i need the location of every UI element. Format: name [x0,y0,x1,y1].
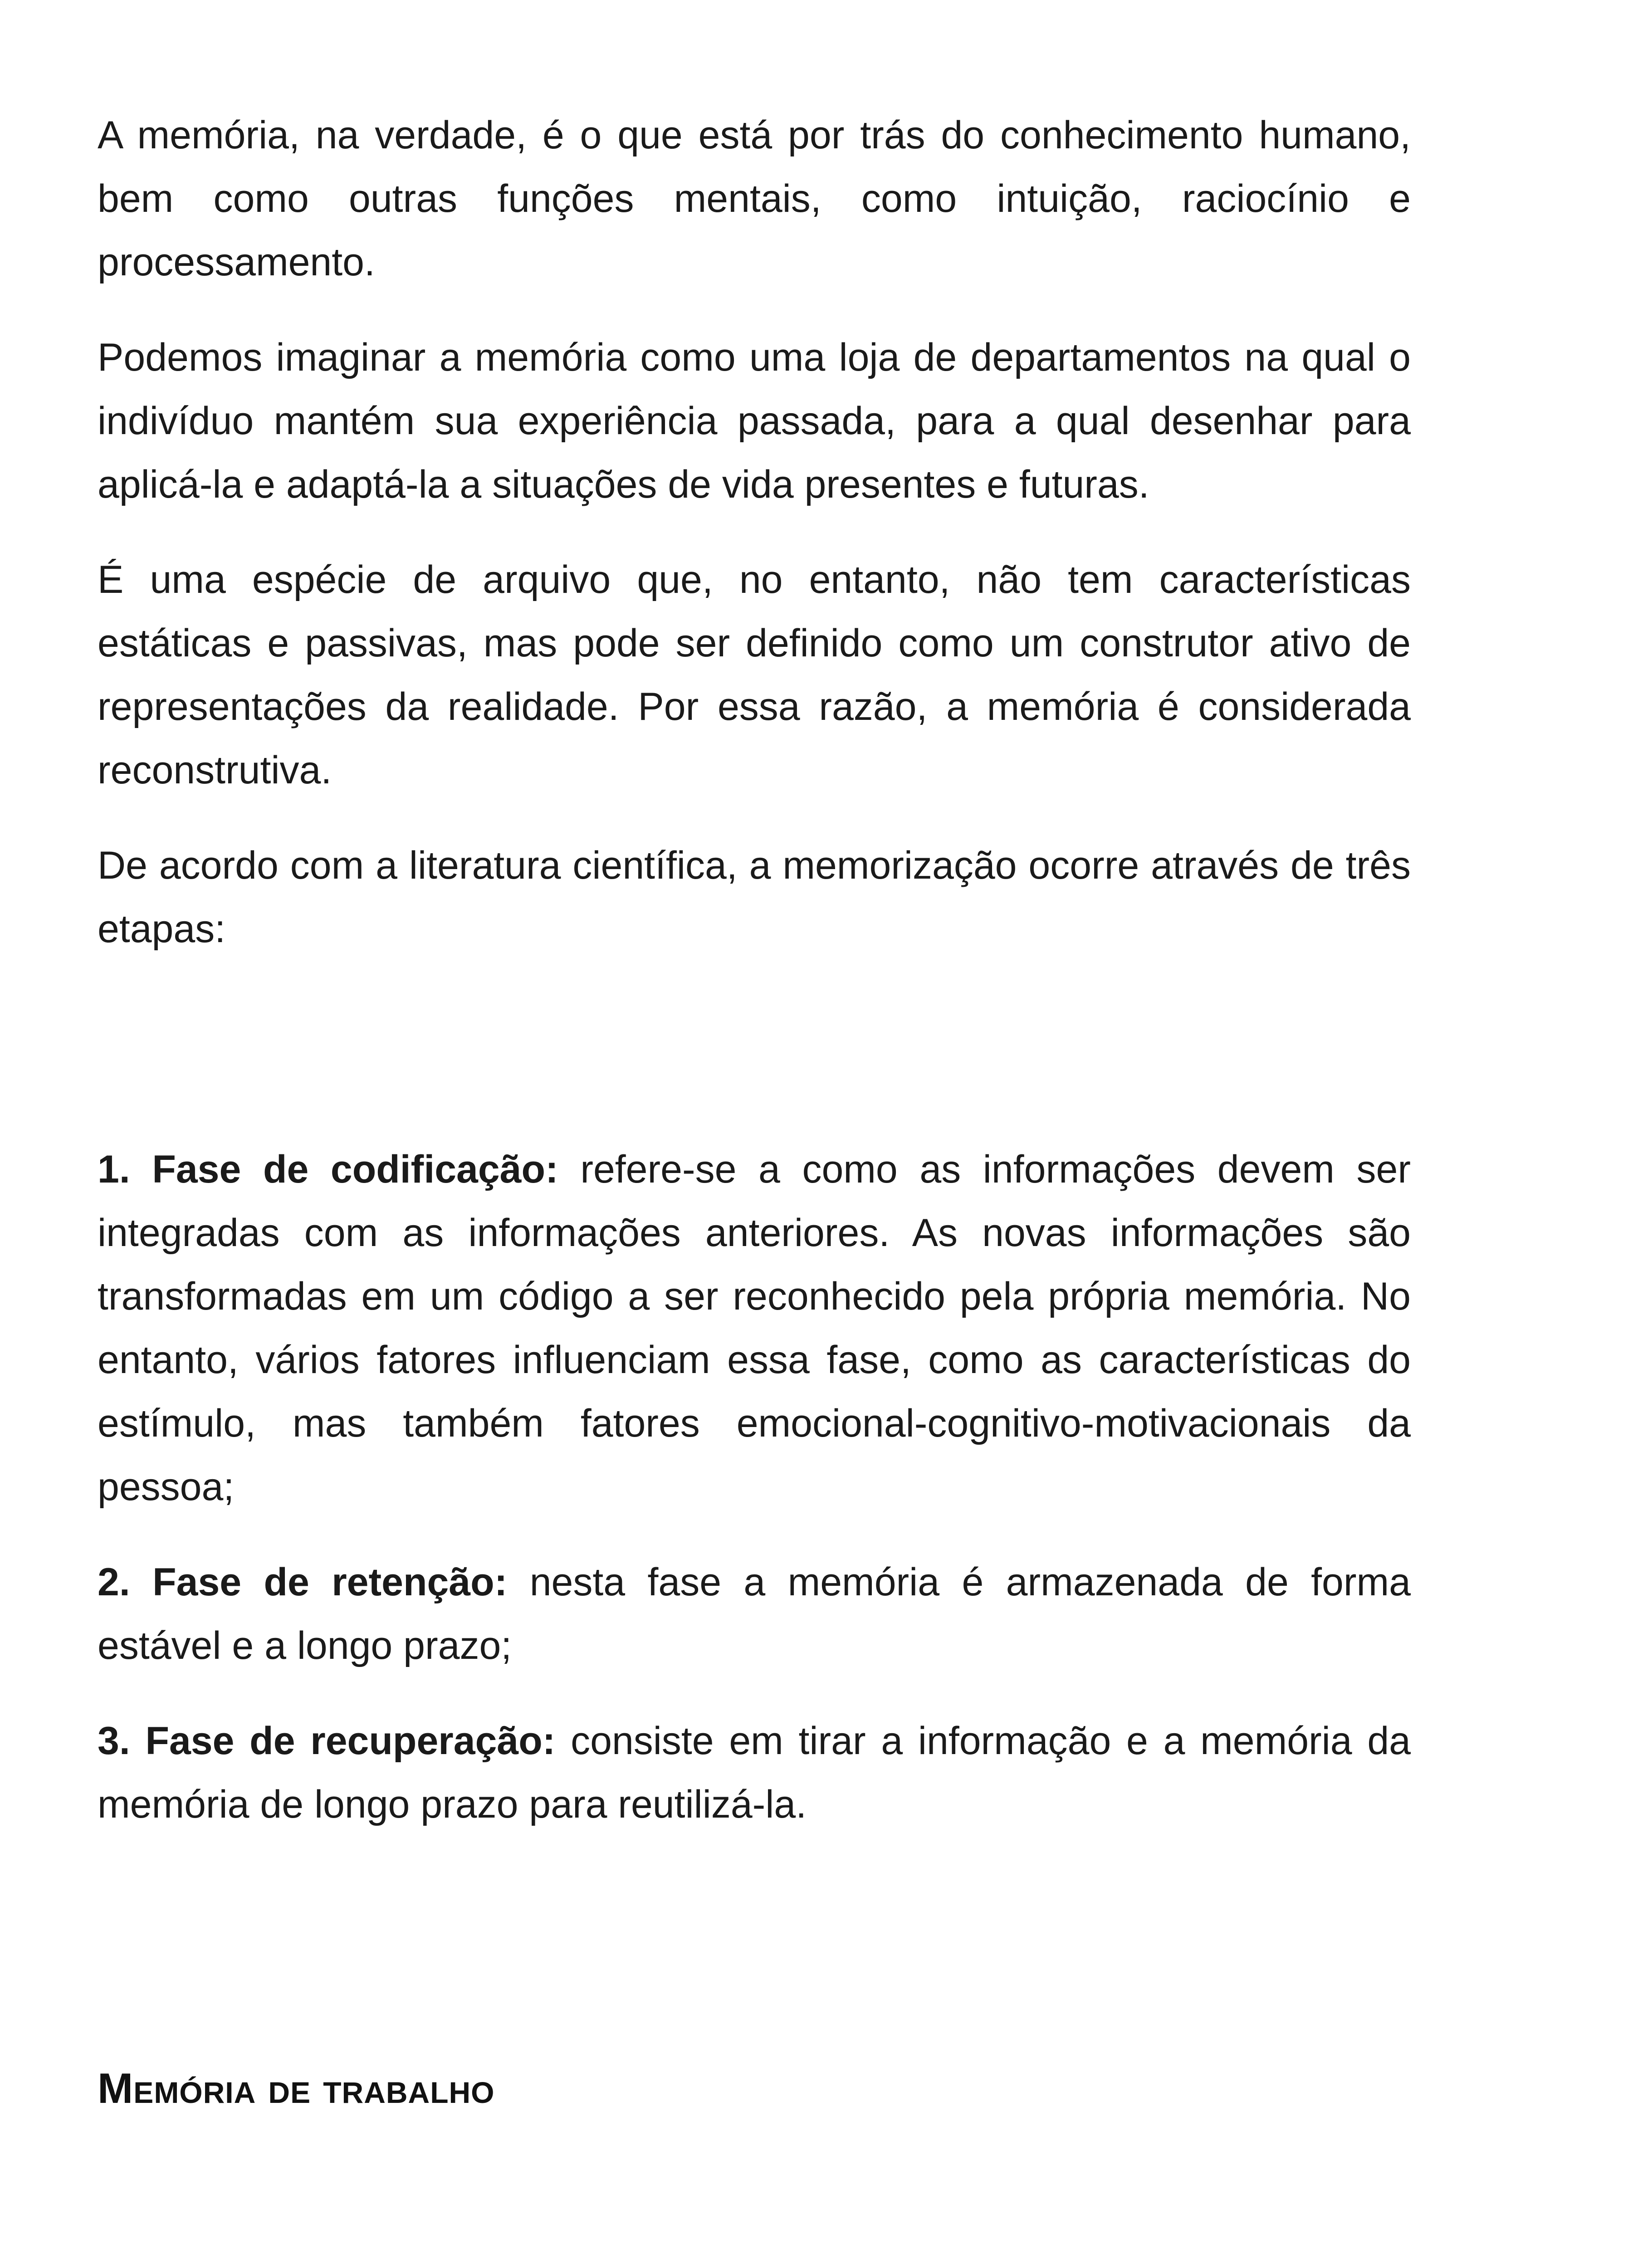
page-body [98,103,1411,1836]
list-item-retrieval-phase [98,1709,1411,1836]
paragraph-department-store-analogy: Podemos imaginar a memória como uma loja de departamentos na qual o indivíduo mantém sua experiência passada, para a qual desenhar para aplicá-la e adaptá-la a situações de vida presentes e futuras. [98,336,1411,506]
list-item-text: nesta fase a memória é armazenada de forma estável e a longo prazo; [98,1560,1411,1667]
list-item-term: 3. Fase de recuperação: [98,1719,556,1763]
paragraph-reconstructive-memory: É uma espécie de arquivo que, no entanto, não tem características estáticas e passivas, mas pode ser definido como um construtor ativo de representações da realidade. Por essa razão, a memória é considerada reconstrutiva. [98,558,1411,792]
paragraph-memory-definition: A memória, na verdade, é o que está por trás do conhecimento humano, bem como outras funções mentais, como intuição, raciocínio e processamento. [98,113,1411,284]
list-item-term: 1. Fase de codificação: [98,1148,558,1191]
list-item-term: 2. Fase de retenção: [98,1560,508,1604]
paragraph-three-stages-intro: De acordo com a literatura científica, a memorização ocorre através de três etapas: [98,844,1411,951]
list-item-text: consiste em tirar a informação e a memória da memória de longo prazo para reutilizá-la. [98,1719,1411,1826]
section-heading-working-memory: Memória de trabalho [98,2064,495,2112]
list-item-text: refere-se a como as informações devem ser integradas com as informações anteriores. As novas informações são transformadas em um código a ser reconhecido pela própria memória. No entanto, vários fatores influenciam essa fase, como as características do estímulo, mas também fatores emocional-cognitivo-motivacionais da pessoa; [98,1148,1411,1509]
list-item-retention-phase [98,1550,1411,1677]
list-item-encoding-phase [98,1138,1411,1519]
